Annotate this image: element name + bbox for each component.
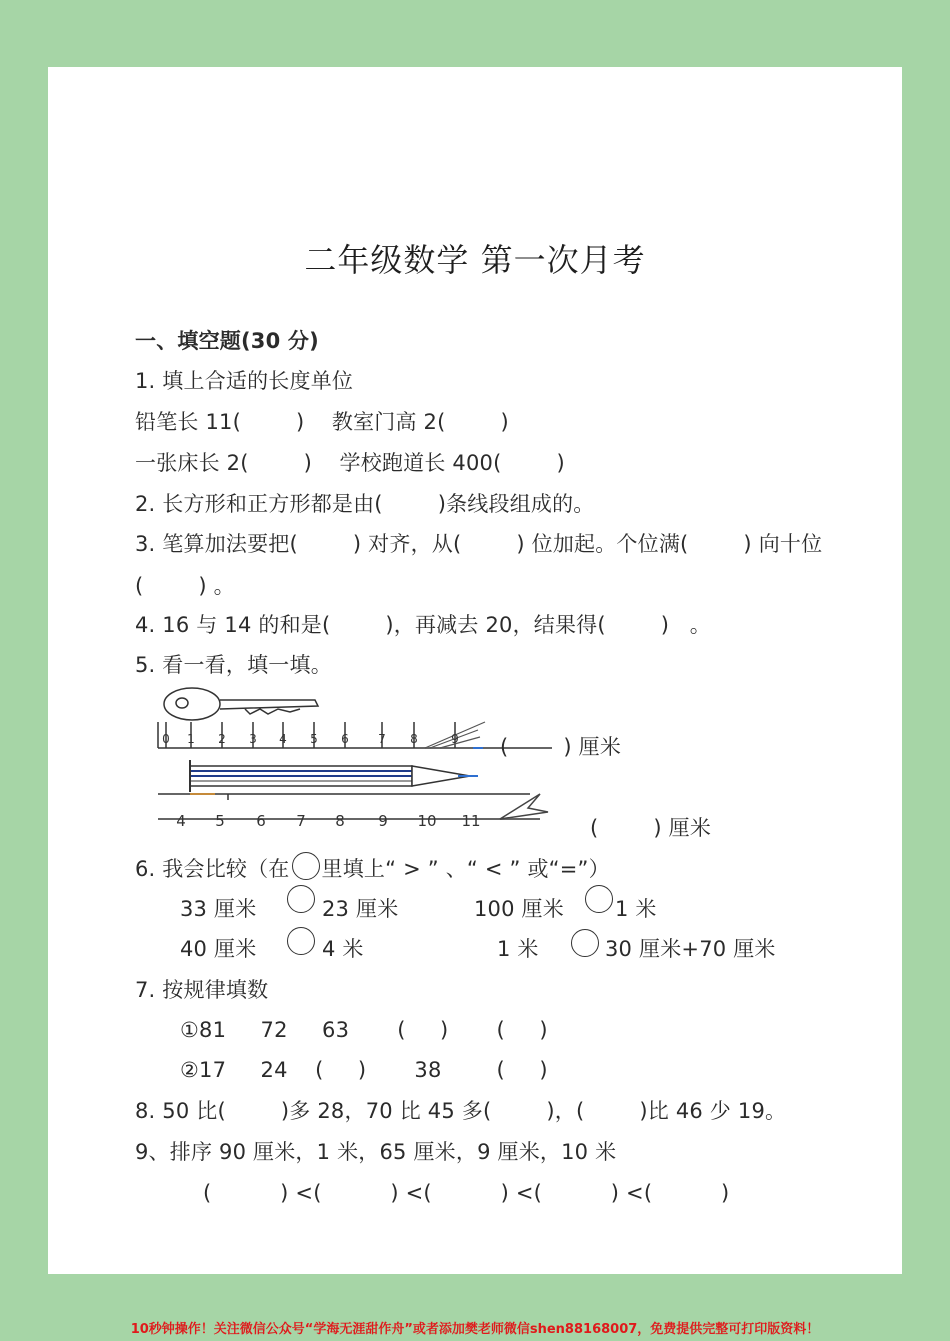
compare-circle-icon[interactable] — [287, 927, 315, 955]
question-6-text-b: 里填上“ > ” 、“ < ” 或“=”） — [321, 857, 610, 881]
compare-3-left: 40 厘米 — [180, 937, 257, 961]
ruler-2-tick-label: 8 — [335, 812, 345, 830]
ruler-2-tick-label: 6 — [256, 812, 266, 830]
question-8: 8. 50 比( )多 28，70 比 45 多( )，( )比 46 少 19。 — [135, 1099, 787, 1123]
question-4: 4. 16 与 14 的和是( )，再减去 20，结果得( ) 。 — [135, 613, 711, 637]
ruler-1-tick-label: 2 — [218, 732, 226, 746]
page-title: 二年级数学 第一次月考 — [304, 241, 646, 279]
question-1: 1. 填上合适的长度单位 — [135, 369, 354, 393]
question-3-line-1: 3. 笔算加法要把( ) 对齐，从( ) 位加起。个位满( ) 向十位 — [135, 532, 823, 556]
compare-circle-icon — [292, 852, 320, 880]
question-7: 7. 按规律填数 — [135, 978, 269, 1002]
ruler-1-tick-label: 3 — [249, 732, 257, 746]
question-7-row-1: ①81 72 63 ( ) ( ) — [180, 1018, 548, 1042]
ruler-1-tick-label: 1 — [187, 732, 195, 746]
question-7-row-2: ②17 24 ( ) 38 ( ) — [180, 1058, 548, 1082]
ruler-1-tick-label: 8 — [410, 732, 418, 746]
footer-promo-text: 10秒钟操作！关注微信公众号“学海无涯甜作舟”或者添加樊老师微信shen88168007，免费提供完整可打印版资料！ — [130, 1322, 820, 1337]
compare-circle-icon[interactable] — [287, 885, 315, 913]
ruler-2-tick-label: 4 — [176, 812, 186, 830]
ruler-1-tick-label: 0 — [162, 732, 170, 746]
ruler-1-tick-label: 5 — [310, 732, 318, 746]
compare-4-right: 30 厘米+70 厘米 — [605, 937, 776, 961]
ruler-1-tick-label: 4 — [279, 732, 287, 746]
ruler-1-tick-label: 6 — [341, 732, 349, 746]
compare-2-right: 1 米 — [615, 897, 657, 921]
compare-2-left: 100 厘米 — [474, 897, 564, 921]
compare-row-1-left — [180, 894, 256, 924]
ruler-2-tick-label: 7 — [296, 812, 306, 830]
question-6-text-a: 6. 我会比较（在 — [135, 857, 290, 881]
section-heading: 一、填空题(30 分) — [135, 329, 319, 353]
question-1-line-1: 铅笔长 11( ) 教室门高 2( ) — [135, 410, 509, 434]
compare-1-right: 23 厘米 — [322, 897, 399, 921]
ruler-1 — [0, 0, 552, 748]
ruler-2-tick-label: 5 — [215, 812, 225, 830]
compare-1-left: 33 厘米 — [180, 897, 257, 921]
ruler-1-tick-label: 7 — [378, 732, 386, 746]
question-9-row: ( ) <( ) <( ) <( ) <( ) — [203, 1181, 730, 1205]
compare-3-right: 4 米 — [322, 937, 364, 961]
ruler-2-labels — [176, 812, 480, 830]
ruler-2-tick-label: 9 — [378, 812, 388, 830]
question-6 — [135, 852, 610, 884]
ruler-2-tick-label: 10 — [417, 812, 437, 830]
ruler-1-labels — [162, 732, 459, 746]
ruler-2-tick-label: 11 — [461, 812, 481, 830]
pencil-drawing — [190, 760, 478, 792]
compare-4-left: 1 米 — [497, 937, 539, 961]
question-1-line-2: 一张床长 2( ) 学校跑道长 400( ) — [135, 451, 565, 475]
ruler-2-answer: ( ) 厘米 — [590, 816, 712, 840]
compare-circle-icon[interactable] — [585, 885, 613, 913]
ruler-1-answer: ( ) 厘米 — [500, 735, 622, 759]
ruler-1-tick-label: 9 — [451, 732, 459, 746]
question-5: 5. 看一看，填一填。 — [135, 653, 332, 677]
question-3-line-2: ( ) 。 — [135, 574, 235, 598]
key-drawing — [164, 688, 318, 720]
question-9: 9、排序 90 厘米，1 米，65 厘米，9 厘米，10 米 — [135, 1140, 617, 1164]
question-2: 2. 长方形和正方形都是由( )条线段组成的。 — [135, 492, 595, 516]
compare-circle-icon[interactable] — [571, 929, 599, 957]
